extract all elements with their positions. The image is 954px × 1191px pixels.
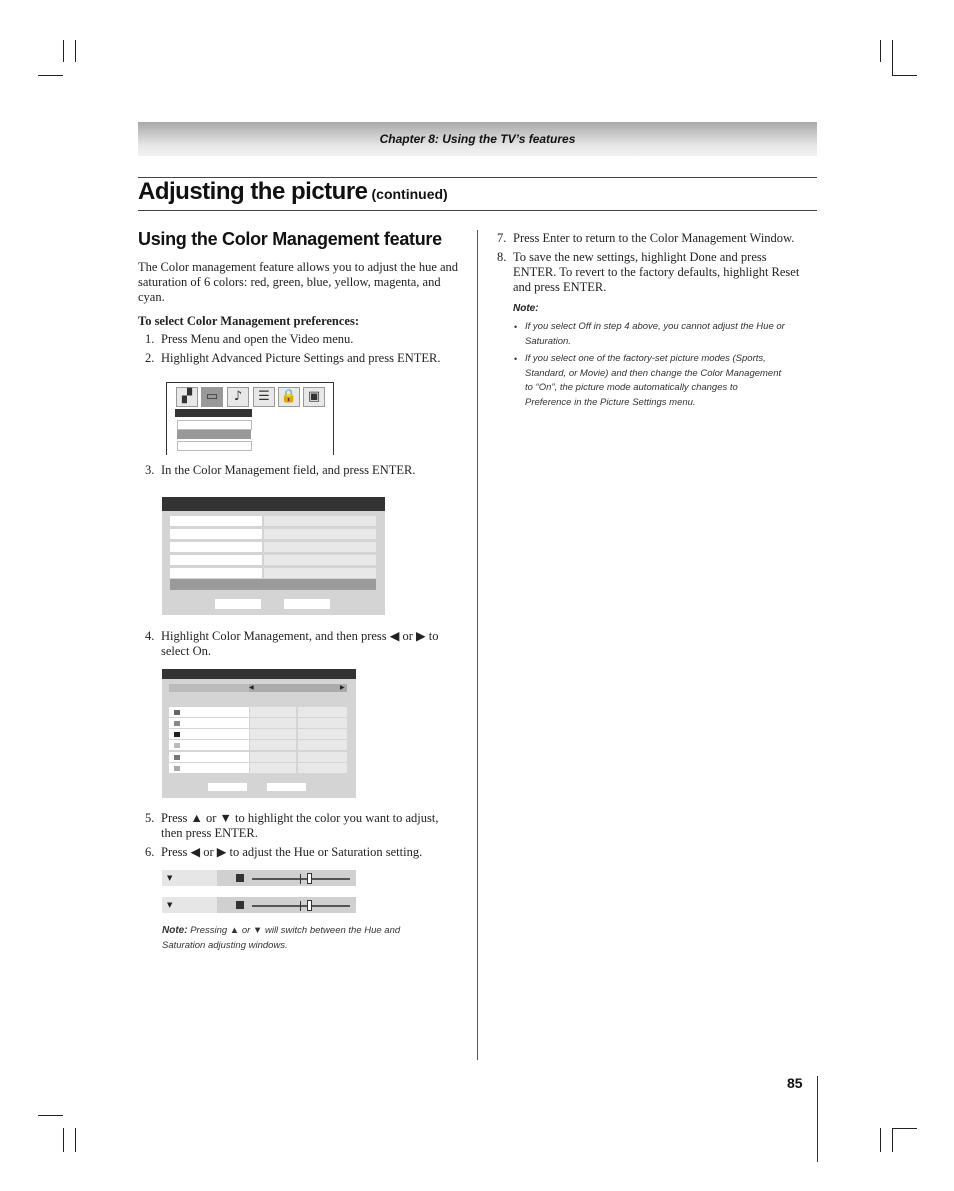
- applications-icon: ▣: [303, 387, 325, 407]
- step-number: 8.: [497, 250, 507, 264]
- note-text: Saturation adjusting windows.: [162, 939, 288, 951]
- color-row: [169, 763, 249, 773]
- audio-icon: ♪: [227, 387, 249, 407]
- intro-line: saturation of 6 colors: red, green, blue, yellow, magenta, and: [138, 275, 441, 289]
- step-text: ENTER. To revert to the factory defaults, highlight Reset: [513, 265, 800, 279]
- crop-mark: [892, 75, 917, 76]
- subheading: To select Color Management preferences:: [138, 314, 360, 328]
- done-button-graphic: [208, 783, 247, 791]
- note-bullet-1: [525, 320, 815, 349]
- color-row: [169, 752, 249, 762]
- slider-thumb: [307, 873, 312, 884]
- crop-mark: [38, 1115, 63, 1116]
- color-swatch: [236, 901, 244, 909]
- slider-label-arrow: ▼: [162, 870, 217, 886]
- step-number: 4.: [145, 629, 155, 643]
- step-number: 3.: [145, 463, 155, 477]
- setting-row: [170, 542, 262, 552]
- color-swatch: [174, 755, 180, 760]
- note-text: Standard, or Movie) and then change the Color Management: [525, 367, 782, 379]
- color-swatch: [174, 710, 180, 715]
- step-text-block: [161, 629, 439, 659]
- reset-button-graphic: [284, 599, 330, 609]
- menu-item: [177, 420, 252, 430]
- color-swatch: [236, 874, 244, 882]
- crop-mark: [75, 1128, 76, 1152]
- color-row: [169, 729, 249, 739]
- setting-row: [170, 568, 262, 578]
- step-text: To save the new settings, highlight Done and press: [513, 250, 767, 264]
- crop-mark: [63, 40, 64, 62]
- step-text: and press ENTER.: [513, 280, 607, 294]
- step-text: Press Enter to return to the Color Management Window.: [513, 231, 795, 245]
- step-2: [145, 351, 475, 366]
- crop-mark: [38, 75, 63, 76]
- slider-label-arrow: ▼: [162, 897, 217, 913]
- step-text: Press Menu and open the Video menu.: [161, 332, 354, 346]
- note-bullet-2: [525, 352, 815, 410]
- slider-center-tick: [300, 901, 301, 911]
- column-separator: [477, 230, 478, 1060]
- crop-mark: [892, 40, 893, 75]
- note-label: Note:: [162, 925, 188, 936]
- step-4: [145, 629, 475, 659]
- page-number: 85: [787, 1075, 803, 1091]
- step-text-block: [513, 250, 799, 295]
- step-text: then press ENTER.: [161, 826, 258, 840]
- color-swatch: [174, 721, 180, 726]
- video-icon: ▭: [201, 387, 223, 407]
- color-management-field: [169, 684, 249, 692]
- reset-button-graphic: [267, 783, 306, 791]
- page-title-suffix: (continued): [371, 186, 448, 202]
- note-text: Saturation.: [525, 335, 571, 347]
- step-8: [497, 250, 817, 295]
- step-number: 7.: [497, 231, 507, 245]
- step-1: [145, 332, 475, 347]
- step-text: In the Color Management field, and press ENTER.: [161, 463, 416, 477]
- menu-item-selected: [177, 430, 251, 439]
- lock-icon: 🔒: [278, 387, 300, 407]
- menu-header-row: [175, 409, 252, 417]
- step-6: [145, 845, 475, 860]
- setting-row: [170, 529, 262, 539]
- chapter-title: Chapter 8: Using the TV’s features: [379, 132, 576, 146]
- bullet-symbol: •: [514, 322, 518, 332]
- chapter-header-band: [138, 122, 817, 156]
- slider-thumb: [307, 900, 312, 911]
- arrow-right-icon: ▶: [340, 684, 345, 691]
- saturation-cell: [298, 740, 347, 750]
- color-management-screen: [162, 669, 356, 798]
- slider-note: [162, 924, 462, 953]
- step-text: Highlight Color Management, and then press ◀ or ▶ to: [161, 629, 439, 643]
- saturation-cell: [298, 707, 347, 717]
- setting-value: [264, 516, 376, 526]
- slider-track: [252, 878, 350, 880]
- step-text: Press ◀ or ▶ to adjust the Hue or Saturation setting.: [161, 845, 423, 859]
- crop-mark: [892, 1128, 893, 1152]
- setting-value: [264, 542, 376, 552]
- hue-cell: [250, 752, 296, 762]
- step-7: [497, 231, 817, 246]
- setting-value: [264, 529, 376, 539]
- step-number: 1.: [145, 332, 155, 346]
- screen-title-bar: [162, 497, 385, 511]
- crop-mark: [892, 1128, 917, 1129]
- note-text: Preference in the Picture Settings menu.: [525, 396, 696, 408]
- note-text: If you select Off in step 4 above, you cannot adjust the Hue or: [525, 321, 785, 332]
- note-text: Pressing ▲ or ▼ will switch between the Hue and: [190, 925, 401, 936]
- step-5: [145, 811, 475, 841]
- color-swatch: [174, 766, 180, 771]
- step-number: 2.: [145, 351, 155, 365]
- color-swatch: [174, 743, 180, 748]
- preferences-icon: ☰: [253, 387, 275, 407]
- saturation-slider-screen: [162, 897, 356, 913]
- step-3: [145, 463, 475, 478]
- setup-icon: ▞: [176, 387, 198, 407]
- intro-line: The Color management feature allows you to adjust the hue and: [138, 260, 459, 274]
- page-title: [138, 178, 448, 206]
- note-text: to “On”, the picture mode automatically changes to: [525, 382, 738, 393]
- hue-cell: [250, 729, 296, 739]
- saturation-cell: [298, 718, 347, 728]
- slider-center-tick: [300, 874, 301, 884]
- slider-track: [252, 905, 350, 907]
- saturation-cell: [298, 763, 347, 773]
- step-text: select On.: [161, 644, 211, 658]
- color-management-row-selected: [170, 579, 376, 590]
- intro-paragraph: [138, 260, 473, 305]
- setting-value: [264, 568, 376, 578]
- setting-value: [264, 555, 376, 565]
- step-text-block: [161, 811, 439, 841]
- color-row: [169, 740, 249, 750]
- note-label: Note:: [513, 303, 539, 314]
- color-row: [169, 718, 249, 728]
- arrow-left-icon: ◀: [249, 684, 254, 691]
- step-number: 6.: [145, 845, 155, 859]
- menu-item: [177, 441, 252, 451]
- saturation-cell: [298, 752, 347, 762]
- hue-slider-screen: [162, 870, 356, 886]
- section-heading: Using the Color Management feature: [138, 229, 442, 249]
- color-row: [169, 707, 249, 717]
- title-rule-bottom: [138, 210, 817, 211]
- saturation-cell: [298, 729, 347, 739]
- screen-title-bar: [162, 669, 356, 679]
- step-number: 5.: [145, 811, 155, 825]
- hue-cell: [250, 763, 296, 773]
- hue-cell: [250, 718, 296, 728]
- hue-cell: [250, 740, 296, 750]
- color-swatch: [174, 732, 180, 737]
- crop-mark: [63, 1128, 64, 1152]
- page-title-main: Adjusting the picture: [138, 178, 368, 205]
- slider-note-line-1: [162, 924, 462, 939]
- intro-line: cyan.: [138, 290, 165, 304]
- crop-mark: [880, 40, 881, 62]
- page-number-rule: [817, 1076, 818, 1162]
- video-menu-screen: [166, 382, 334, 455]
- crop-mark: [75, 40, 76, 62]
- color-management-value: [249, 684, 347, 692]
- setting-row: [170, 516, 262, 526]
- crop-mark: [880, 1128, 881, 1152]
- step-text: Press ▲ or ▼ to highlight the color you want to adjust,: [161, 811, 439, 825]
- step-text: Highlight Advanced Picture Settings and press ENTER.: [161, 351, 441, 365]
- bullet-symbol: •: [514, 354, 518, 364]
- note-text: If you select one of the factory-set picture modes (Sports,: [525, 353, 766, 364]
- done-button-graphic: [215, 599, 261, 609]
- hue-cell: [250, 707, 296, 717]
- advanced-picture-settings-screen: [162, 497, 385, 615]
- setting-row: [170, 555, 262, 565]
